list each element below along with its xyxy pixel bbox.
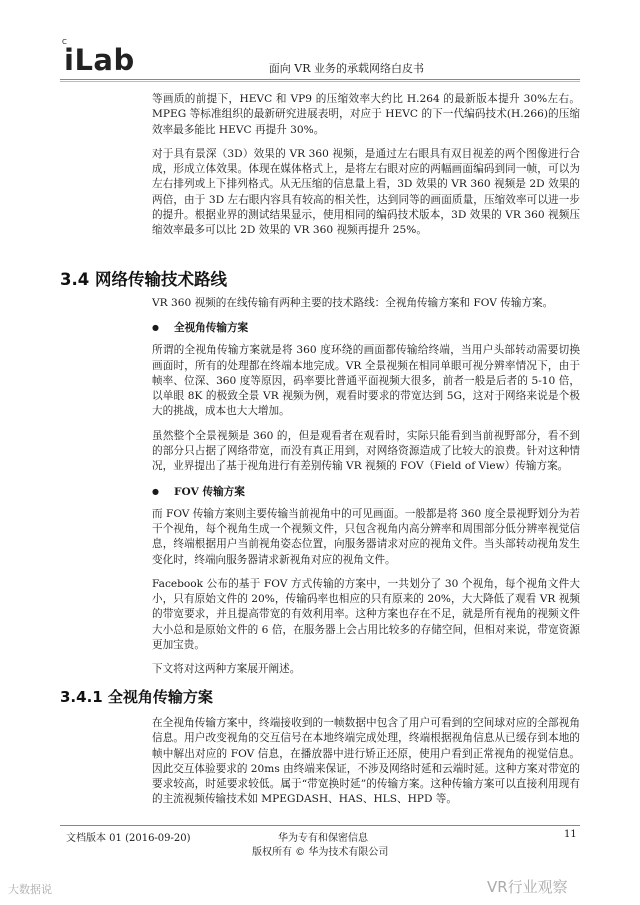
section-3-4-1-body bbox=[152, 716, 580, 817]
bullet-label: 全视角传输方案 bbox=[174, 322, 249, 335]
bullet-label: FOV 传输方案 bbox=[174, 485, 245, 498]
paragraph: 对于具有景深（3D）效果的 VR 360 视频，是通过左右眼具有双目视差的两个图像进行合成，形成立体效果。体现在媒体格式上，是将左右眼对应的两幅画面编码到同一帧，可以为左右排列或上下排列格式。从无压缩的信息量上看，3D 效果的 VR 360 视频是 2D 效果的两倍，由于 3D 左右眼内容具有较高的相关性，达到同等的画面质量，压缩效率可以进一步的提升。根据业界的测试结果显示，使用相同的编码技术版本，3D 效果的 VR 360 视频压缩效率最多可以比 2D 效果的 VR 360 视频再提升 25%。 bbox=[152, 147, 580, 237]
header-rule-thin bbox=[60, 81, 580, 82]
bullet-item bbox=[152, 320, 580, 335]
footer-confidential: 华为专有和保密信息 bbox=[278, 833, 368, 844]
bullet-icon: ● bbox=[152, 485, 159, 496]
footer-copyright: 版权所有 © 华为技术有限公司 bbox=[252, 847, 389, 858]
header-rule bbox=[60, 79, 580, 80]
logo-superscript: C bbox=[62, 38, 67, 46]
paragraph: 在全视角传输方案中，终端接收到的一帧数据中包含了用户可看到的空间球对应的全部视角信息。用户改变视角的交互信号在本地终端完成处理，终端根据视角信息从已缓存到本地的帧中解出对应的 FOV 信息，在播放器中进行矫正还原，使用户看到正常视角的视觉信息。因此交互体验要求的 20ms 由终端来保证，不涉及网络时延和云端时延。这种方案对带宽的要求较高，时延要求较低。属于“带宽换时延”的传输方案。这种传输方案可以直接利用现有的主流视频传输技术如 MPEGDASH、HAS、HLS、HPD 等。 bbox=[152, 717, 580, 806]
section-3-4-body bbox=[152, 296, 580, 687]
paragraph: VR 360 视频的在线传输有两种主要的技术路线：全视角传输方案和 FOV 传输方案。 bbox=[152, 297, 554, 309]
paragraph: Facebook 公布的基于 FOV 方式传输的方案中，一共划分了 30 个视角，每个视角文件大小，只有原始文件的 20%，传输码率也相应的只有原来的 20%，大大降低了观看 VR 视频的带宽要求，并且提高带宽的有效利用率。这种方案也存在不足，就是所有视角的视频文件大小总和是原始文件的 6 倍，在服务器上会占用比较多的存储空间，但相对来说，带宽资源更加宝贵。 bbox=[152, 577, 580, 652]
bullet-icon: ● bbox=[152, 322, 159, 333]
paragraph: 而 FOV 传输方案则主要传输当前视角中的可见画面。一般都是将 360 度全景视野划分为若干个视角，每个视角生成一个视频文件，只包含视角内高分辨率和周围部分低分辨率视觉信息，终端根据用户当前视角姿态位置，向服务器请求对应的视角文件。当头部转动视角发生变化时，终端向服务器请求新视角对应的视角文件。 bbox=[152, 507, 580, 566]
watermark-right: VR行业观察 bbox=[487, 878, 568, 896]
page-number: 11 bbox=[564, 829, 577, 840]
watermark-left: 大数据说 bbox=[8, 883, 52, 896]
paragraph: 所谓的全视角传输方案就是将 360 度环绕的画面都传输给终端，当用户头部转动需要切换画面时，所有的处理都在终端本地完成。VR 全景视频在相同单眼可视分辨率情况下，由于帧率、位深、360 度等原因，码率要比普通平面视频大很多，前者一般是后者的 5-10 倍，以单眼 8K 的极致全景 VR 视频为例，观看时要求的带宽达到 5G，这对于网络来说是个极大的挑战，成本也大大增加。 bbox=[152, 344, 580, 418]
footer-rule bbox=[60, 825, 580, 826]
section-heading-3-4-1: 3.4.1 全视角传输方案 bbox=[60, 688, 213, 706]
bullet-item bbox=[152, 484, 580, 499]
footer-version: 文档版本 01 (2016-09-20) bbox=[66, 833, 191, 844]
paragraph: 下文将对这两种方案展开阐述。 bbox=[152, 663, 301, 676]
header-title: 面向 VR 业务的承载网络白皮书 bbox=[268, 62, 424, 75]
section-heading-3-4: 3.4 网络传输技术路线 bbox=[60, 270, 227, 289]
paragraph: 虽然整个全景视频是 360 的，但是观看者在观看时，实际只能看到当前视野部分，看不到的部分只占据了网络带宽，而没有真正用到，对网络资源造成了比较大的浪费。针对这种情况，业界提出了基于视角进行有差别传输 VR 视频的 FOV（Field of View）传输方案。 bbox=[152, 429, 580, 473]
top-content bbox=[152, 92, 580, 248]
ilab-logo: iLab bbox=[64, 43, 135, 77]
paragraph: 等画质的前提下，HEVC 和 VP9 的压缩效率大约比 H.264 的最新版本提升 30%左右。MPEG 等标准组织的最新研究进展表明，对应于 HEVC 的下一代编码技术(H.266)的压缩效率最多能比 HEVC 再提升 30%。 bbox=[152, 93, 580, 136]
